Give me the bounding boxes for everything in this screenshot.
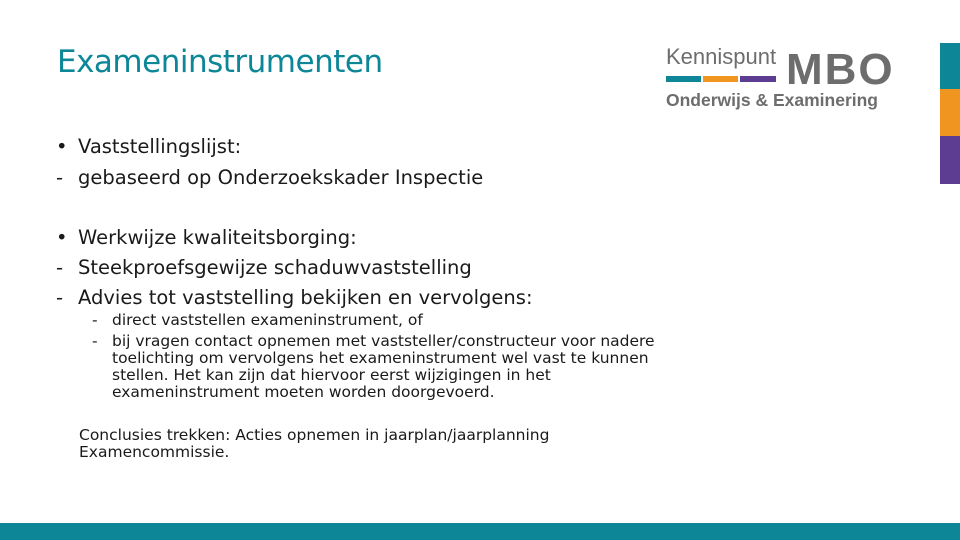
bullet-marker: • [56,226,68,249]
accent-strip-orange [940,89,960,136]
bullet-marker: • [56,135,68,158]
kennispunt-mbo-logo [664,44,904,114]
bullet-heading: Vaststellingslijst: [78,135,242,158]
sub-item-text: bij vragen contact opnemen met vaststeller/constructeur voor nadere toelichting om vervolgens het exameninstrument wel vast te kunnen stellen. Het kan zijn dat hiervoor eerst wijzigingen in het exameninstrument moeten worden doorgevoerd. [112,332,655,401]
footer-band [0,523,960,540]
logo-top-text: Kennispunt [666,44,777,69]
conclusion-text: Conclusies trekken: Acties opnemen in jaarplan/jaarplanning Examencommissie. [79,426,550,461]
dash-marker: - [56,286,64,309]
dash-marker: - [56,166,64,189]
accent-strip-teal [940,43,960,89]
sub-item-text: direct vaststellen exameninstrument, of [112,311,423,329]
slide-title: Exameninstrumenten [57,44,383,80]
bullet-heading: Werkwijze kwaliteitsborging: [78,226,357,249]
dash-text: gebaseerd op Onderzoekskader Inspectie [78,166,484,189]
logo-bar-teal [666,76,701,82]
logo-bar-orange [703,76,738,82]
sub-dash-marker: - [92,332,98,350]
dash-marker: - [56,256,64,279]
dash-text: Steekproefsgewijze schaduwvaststelling [78,256,472,279]
logo-bar-purple [740,76,776,82]
accent-strip-purple [940,136,960,184]
logo-subtitle: Onderwijs & Examinering [666,90,878,110]
logo-brand-text: MBO [786,45,895,94]
sub-dash-marker: - [92,311,98,329]
dash-text: Advies tot vaststelling bekijken en vervolgens: [78,286,533,309]
